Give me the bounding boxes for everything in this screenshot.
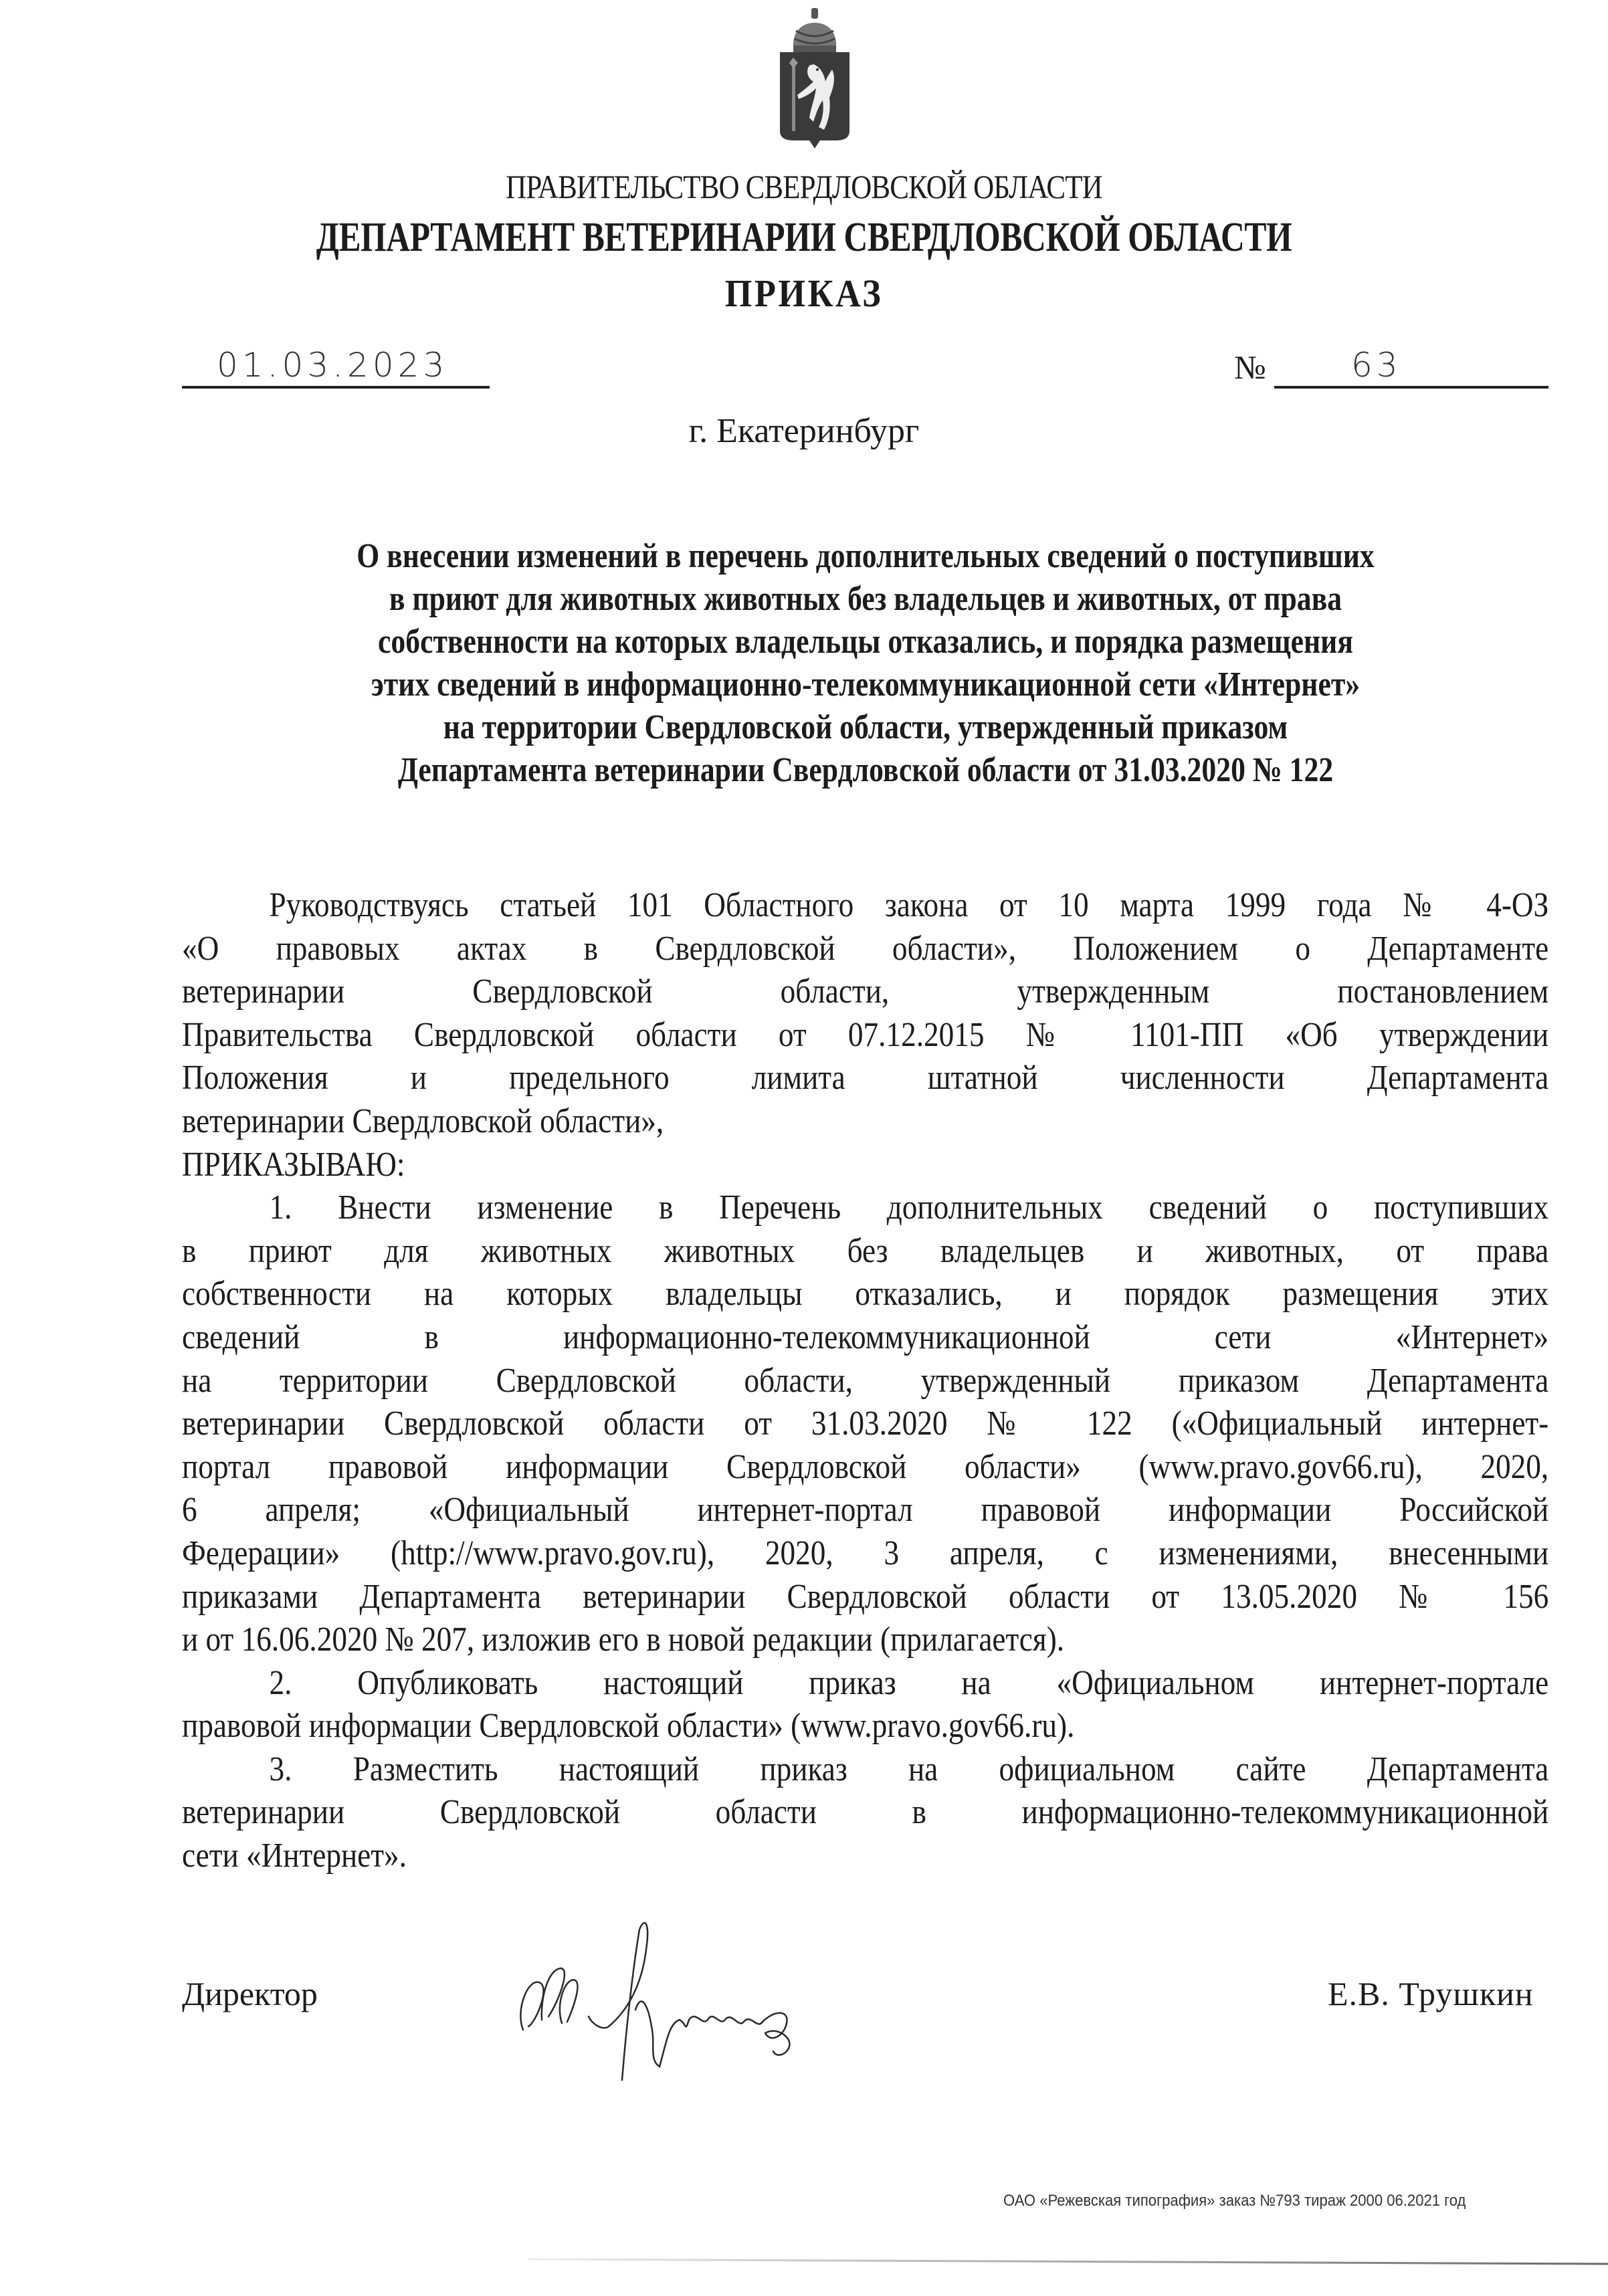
text-line: сведений в информационно-телекоммуникационной сети «Интернет» bbox=[182, 1318, 1549, 1356]
text-line: приказами Департамента ветеринарии Свердловской области от 13.05.2020 № 156 bbox=[182, 1577, 1549, 1616]
title-line: этих сведений в информационно-телекоммуникационной сети «Интернет» bbox=[371, 665, 1361, 704]
city-line: г. Екатеринбург bbox=[688, 412, 920, 450]
printer-imprint: ОАО «Режевская типография» заказ №793 тираж 2000 06.2021 год bbox=[1003, 2192, 1466, 2210]
text-line: ветеринарии Свердловской области, утвержденным постановлением bbox=[182, 972, 1549, 1011]
text-line: ветеринарии Свердловской области от 31.03.2020 № 122 («Официальный интернет- bbox=[182, 1404, 1549, 1443]
text-line: ветеринарии Свердловской области», bbox=[182, 1102, 664, 1140]
text-line: Руководствуясь статьей 101 Областного закона от 10 марта 1999 года № 4-ОЗ bbox=[269, 886, 1549, 924]
title-line: в приют для животных животных без владельцев и животных, от права bbox=[389, 580, 1342, 618]
document-type-heading: ПРИКАЗ bbox=[724, 272, 884, 315]
text-line: сети «Интернет». bbox=[182, 1837, 407, 1875]
scan-artifact-line bbox=[528, 2258, 1608, 2265]
title-line: Департамента ветеринарии Свердловской области от 31.03.2020 № 122 bbox=[397, 751, 1334, 789]
title-line: на территории Свердловской области, утвержденный приказом bbox=[443, 708, 1288, 746]
text-line: и от 16.06.2020 № 207, изложив его в новой редакции (прилагается). bbox=[182, 1621, 1065, 1659]
text-line: 3. Разместить настоящий приказ на официальном сайте Департамента bbox=[269, 1750, 1549, 1788]
text-line: правовой информации Свердловской области» (www.pravo.gov66.ru). bbox=[182, 1707, 1075, 1746]
text-line: Правительства Свердловской области от 07.12.2015 № 1101-ПП «Об утверждении bbox=[182, 1015, 1549, 1054]
text-line: 6 апреля; «Официальный интернет-портал правовой информации Российской bbox=[182, 1491, 1549, 1530]
text-line: ветеринарии Свердловской области в информационно-телекоммуникационной bbox=[182, 1793, 1549, 1832]
government-heading: ПРАВИТЕЛЬСТВО СВЕРДЛОВСКОЙ ОБЛАСТИ bbox=[506, 168, 1102, 205]
text-line: 1. Внести изменение в Перечень дополнительных сведений о поступивших bbox=[269, 1188, 1549, 1227]
text-line: на территории Свердловской области, утвержденный приказом Департамента bbox=[182, 1361, 1549, 1400]
document-body bbox=[182, 884, 1549, 1878]
order-word: ПРИКАЗЫВАЮ: bbox=[182, 1145, 405, 1184]
item-2-paragraph bbox=[182, 1662, 1549, 1748]
text-line: 2. Опубликовать настоящий приказ на «Официальном интернет-портале bbox=[269, 1663, 1549, 1702]
crown-icon bbox=[793, 8, 836, 52]
department-heading: ДЕПАРТАМЕНТ ВЕТЕРИНАРИИ СВЕРДЛОВСКОЙ ОБЛАСТИ bbox=[316, 215, 1292, 260]
date-field bbox=[182, 344, 490, 389]
text-line: в приют для животных животных без владельцев и животных, от права bbox=[182, 1231, 1549, 1270]
signatory-name: Е.В. Трушкин bbox=[1328, 1975, 1534, 2012]
item-3-paragraph bbox=[182, 1748, 1549, 1878]
number-value: 63 bbox=[1351, 346, 1402, 385]
signatory-role: Директор bbox=[182, 1975, 318, 2012]
text-line: Федерации» (http://www.pravo.gov.ru), 2020, 3 апреля, с изменениями, внесенными bbox=[182, 1534, 1549, 1572]
text-line: Положения и предельного лимита штатной численности Департамента bbox=[182, 1059, 1549, 1098]
number-label: № bbox=[1234, 348, 1266, 386]
document-title bbox=[182, 535, 1549, 792]
text-line: собственности на которых владельцы отказались, и порядок размещения этих bbox=[182, 1275, 1549, 1314]
text-line: портал правовой информации Свердловской области» (www.pravo.gov66.ru), 2020, bbox=[182, 1447, 1549, 1486]
handwritten-signature-icon bbox=[508, 1909, 883, 2090]
item-1-paragraph bbox=[182, 1186, 1549, 1662]
date-value: 01.03.2023 bbox=[217, 346, 449, 385]
coat-of-arms-icon bbox=[776, 4, 853, 148]
title-line: О внесении изменений в перечень дополнительных сведений о поступивших bbox=[357, 537, 1375, 575]
preamble-paragraph bbox=[182, 884, 1549, 1144]
number-field bbox=[1274, 344, 1548, 389]
text-line: «О правовых актах в Свердловской области», Положением о Департаменте bbox=[182, 929, 1549, 968]
title-line: собственности на которых владельцы отказались, и порядка размещения bbox=[378, 623, 1353, 661]
